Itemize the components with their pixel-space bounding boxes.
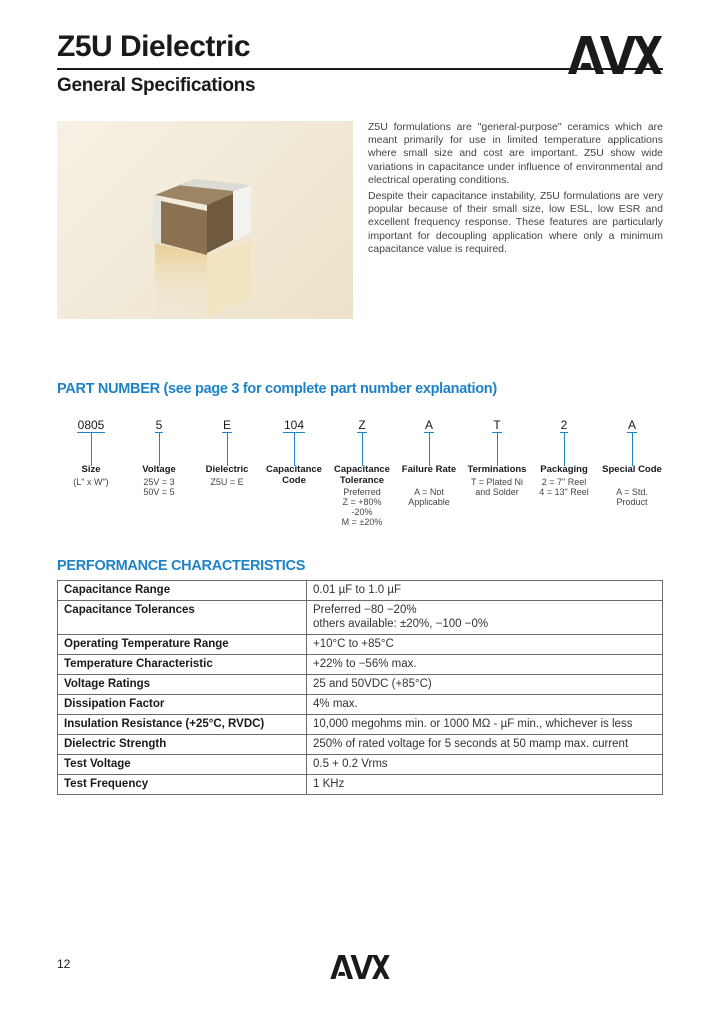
intro-text [368, 121, 663, 259]
part-number-connector [564, 432, 565, 466]
part-number-code [197, 418, 257, 433]
intro-paragraph-1: Z5U formulations are "general-purpose" ceramics which are meant primarily for use in limited temperature applications where small size and cost are important. Z5U show wide variations in capacitance under influence of environmental and electrical operating conditions. [368, 121, 663, 186]
part-number-connector [497, 432, 498, 466]
table-row [58, 755, 663, 775]
property-value-line: 0.5 + 0.2 Vrms [313, 758, 388, 770]
part-number-code [399, 418, 459, 433]
property-value [307, 735, 663, 755]
part-number-label: Special Code [602, 464, 662, 475]
property-value [307, 675, 663, 695]
part-number-code-text: 5 [155, 418, 163, 432]
part-number-description-line: (L" x W") [73, 476, 109, 487]
part-number-description-line: Applicable [408, 497, 450, 507]
property-value [307, 695, 663, 715]
part-number-description-line: Z = +80% [342, 497, 382, 507]
property-value-line: 1 KHz [313, 778, 345, 790]
part-number-code [61, 418, 121, 433]
part-number-description-line: -20% [351, 507, 373, 517]
part-number-connector [159, 432, 160, 466]
part-number-code-text: T [493, 418, 501, 432]
part-number-description-line: T = Plated Ni [470, 476, 524, 487]
table-row [58, 601, 663, 635]
part-number-description-line: A = Not [414, 487, 444, 497]
property-name: Dissipation Factor [58, 695, 307, 715]
table-row [58, 775, 663, 795]
performance-heading: PERFORMANCE CHARACTERISTICS [57, 558, 306, 574]
part-number-connector [91, 432, 92, 466]
property-value [307, 655, 663, 675]
table-row [58, 675, 663, 695]
part-number-description-line: 50V = 5 [143, 486, 175, 497]
property-value-line: 250% of rated voltage for 5 seconds at 50 mamp max. current [313, 738, 629, 750]
property-value [307, 775, 663, 795]
property-value [307, 715, 663, 735]
property-value-line: +22% to −56% max. [313, 658, 417, 670]
part-number-code [467, 418, 527, 433]
part-number-connector [362, 432, 363, 466]
property-value-line: +10°C to +85°C [313, 638, 394, 650]
part-number-description-line: A = Std. [616, 487, 648, 497]
property-value [307, 635, 663, 655]
table-row [58, 735, 663, 755]
part-number-label: Voltage [142, 464, 176, 475]
part-number-code [332, 418, 392, 433]
part-number-code [534, 418, 594, 433]
part-number-label: Packaging [540, 464, 588, 475]
capacitor-chip-image [57, 121, 353, 319]
part-number-code-text: 104 [283, 418, 305, 432]
part-number-connector [294, 432, 295, 466]
part-number-label: Terminations [467, 464, 527, 475]
property-name: Test Frequency [58, 775, 307, 795]
table-row [58, 715, 663, 735]
part-number-code-text: A [424, 418, 433, 432]
property-name: Dielectric Strength [58, 735, 307, 755]
property-value [307, 601, 663, 635]
table-row [58, 695, 663, 715]
property-name: Capacitance Range [58, 581, 307, 601]
part-number-code-text: 0805 [77, 418, 105, 432]
part-number-heading: PART NUMBER (see page 3 for complete part number explanation) [57, 381, 497, 397]
property-name: Capacitance Tolerances [58, 601, 307, 635]
part-number-label: Failure Rate [401, 464, 457, 475]
part-number-description-line: Z5U = E [210, 476, 244, 487]
part-number-description [592, 487, 672, 507]
part-number-description-line: and Solder [475, 486, 519, 497]
page-title: Z5U Dielectric [57, 30, 251, 63]
performance-table [57, 580, 663, 795]
intro-paragraph-2: Despite their capacitance instability, Z5U formulations are very popular because of their small size, low ESL, low ESR and excellent frequency response. These features are particularly important for decoupling application where only a minimum capacitance value is required. [368, 190, 663, 255]
table-row [58, 581, 663, 601]
property-name: Voltage Ratings [58, 675, 307, 695]
part-number-description-line: Product [616, 497, 648, 507]
part-number-code-text: E [222, 418, 231, 432]
part-number-description-line: 2 = 7" Reel [541, 476, 587, 487]
part-number-description-line: 4 = 13" Reel [539, 486, 589, 497]
part-number-code-text: A [627, 418, 636, 432]
property-value-line: 10,000 megohms min. or 1000 MΩ - µF min., whichever is less [313, 718, 633, 730]
product-photo [57, 121, 353, 319]
part-number-connector [429, 432, 430, 466]
property-value-line: 25 and 50VDC (+85°C) [313, 678, 432, 690]
property-name: Temperature Characteristic [58, 655, 307, 675]
property-value-line: others available: ±20%, −100 −0% [313, 618, 489, 630]
part-number-connector [632, 432, 633, 466]
property-value-line: Preferred −80 −20% [313, 604, 417, 616]
part-number-code [129, 418, 189, 433]
page-subtitle: General Specifications [57, 75, 256, 96]
part-number-connector [227, 432, 228, 466]
part-number-label: Capacitance Tolerance [334, 464, 390, 486]
property-value-line: 4% max. [313, 698, 358, 710]
property-value-line: 0.01 µF to 1.0 µF [313, 584, 402, 596]
property-value [307, 755, 663, 775]
part-number-label: Size [81, 464, 101, 475]
property-name: Operating Temperature Range [58, 635, 307, 655]
part-number-code-text: Z [358, 418, 366, 432]
table-row [58, 655, 663, 675]
avx-footer-logo [328, 955, 392, 979]
part-number-code [264, 418, 324, 433]
part-number-code-text: 2 [560, 418, 568, 432]
property-name: Test Voltage [58, 755, 307, 775]
part-number-description-line: Preferred [343, 487, 381, 497]
property-name: Insulation Resistance (+25°C, RVDC) [58, 715, 307, 735]
part-number-description-line: M = ±20% [341, 517, 383, 527]
part-number-label: Dielectric [205, 464, 249, 475]
part-number-label: Capacitance Code [266, 464, 322, 486]
property-value [307, 581, 663, 601]
part-number-code [602, 418, 662, 433]
avx-logo [568, 36, 662, 74]
part-number-description-line: 25V = 3 [143, 476, 175, 487]
table-row [58, 635, 663, 655]
page-number: 12 [57, 957, 71, 971]
